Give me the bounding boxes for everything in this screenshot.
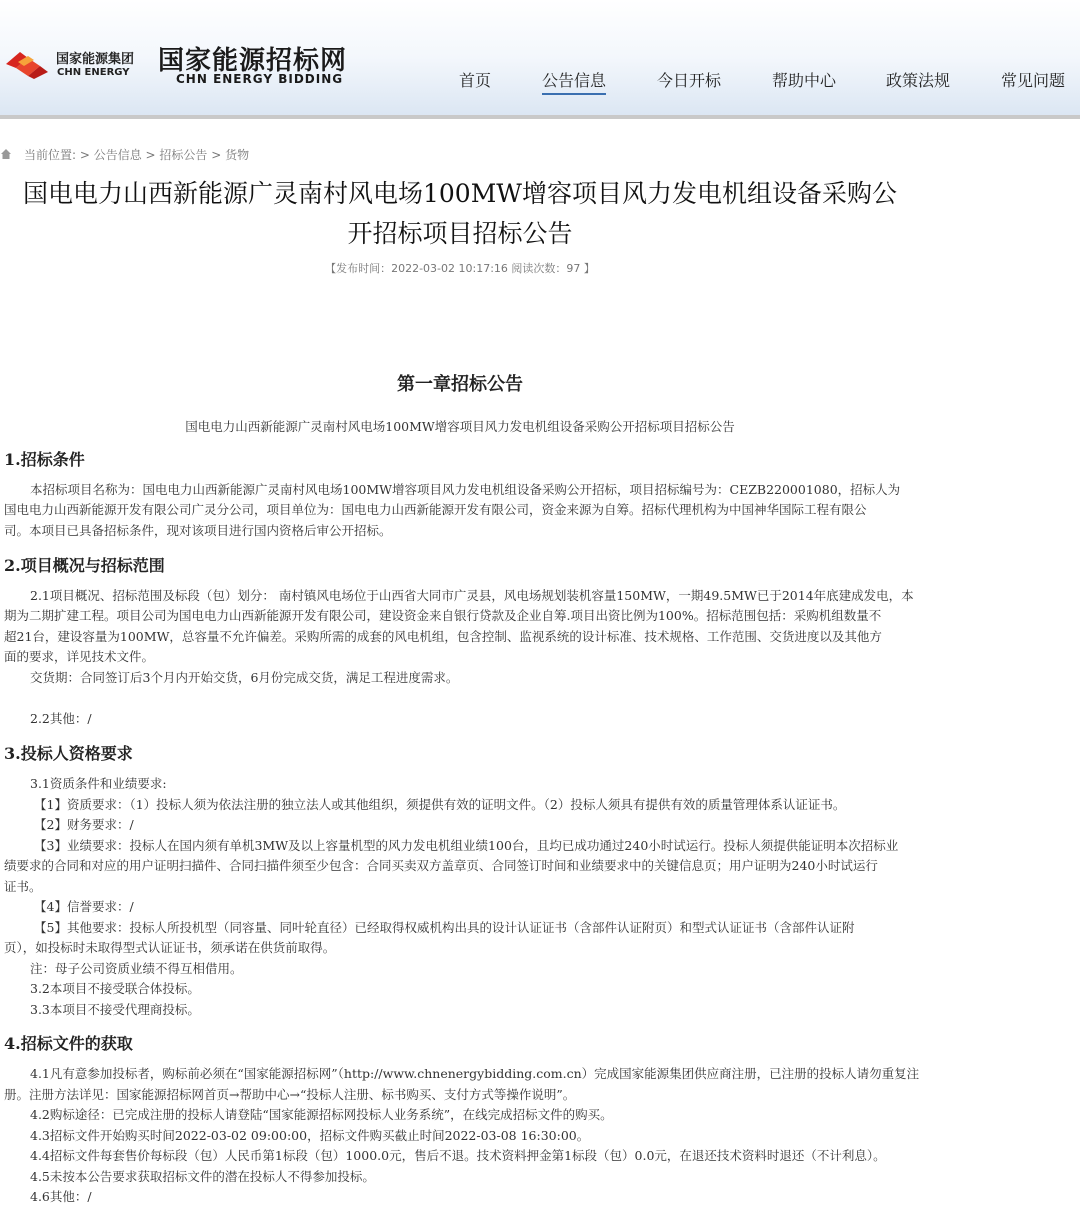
chapter-subtitle: 国电电力山西新能源广灵南村风电场100MW增容项目风力发电机组设备采购公开招标项目招标公告 [185, 419, 735, 434]
document-price: 4.4招标文件每套售价每标段（包）人民币第1标段（包）1000.0元，售后不退。技术资料押金第1标段（包）0.0元，在退还技术资料时退还（不计利息）。 [30, 1148, 886, 1163]
nav-home[interactable]: 首页 [459, 71, 492, 90]
qualification-req-1: 【1】资质要求：（1）投标人须为依法注册的独立法人或其他组织，须提供有效的证明文件。（2）投标人须具有提供有效的质量管理体系认证证书。 [34, 797, 846, 812]
no-consortium: 3.2本项目不接受联合体投标。 [30, 981, 200, 996]
page-title-line-2: 开招标项目招标公告 [347, 219, 573, 248]
nav-help-center[interactable]: 帮助中心 [772, 71, 837, 90]
performance-req-line: 绩要求的合同和对应的用户证明扫描件、合同扫描件须至少包含：合同买卖双方盖章页、合同签订时间和业绩要求中的关键信息页；用户证明为240小时试运行 [4, 858, 878, 873]
section-2-line: 超21台，建设容量为100MW，总容量不允许偏差。采购所需的成套的风电机组，包含控制、监视系统的设计标准、技术规格、工作范围、交货进度以及其他方 [4, 629, 882, 644]
publish-meta: 【发布时间：2022-03-02 10:17:16 阅读次数：97 】 [325, 262, 595, 275]
logo-en-text: CHN ENERGY [57, 67, 130, 78]
other-req-line: 【5】其他要求：投标人所投机型（同容量、同叶轮直径）已经取得权威机构出具的设计认证证书（含部件认证附页）和型式认证证书（含部件认证附 [34, 920, 855, 935]
section-2-line: 2.1项目概况、招标范围及标段（包）划分： 南村镇风电场位于山西省大同市广灵县，风电场规划装机容量150MW，一期49.5MW已于2014年底建成发电，本 [30, 588, 914, 603]
page-title [0, 174, 920, 254]
section-3-heading: 3.投标人资格要求 [4, 744, 133, 763]
purchase-requirement: 4.5未按本公告要求获取招标文件的潜在投标人不得参加投标。 [30, 1169, 375, 1184]
chn-energy-logo-icon [4, 48, 50, 80]
page-title-line-1: 国电电力山西新能源广灵南村风电场100MW增容项目风力发电机组设备采购公 [22, 179, 897, 208]
financial-req: 【2】财务要求：/ [34, 817, 134, 832]
nav-today-opening[interactable]: 今日开标 [657, 71, 722, 90]
nav-faq[interactable]: 常见问题 [1001, 71, 1066, 90]
credit-req: 【4】信誉要求：/ [34, 899, 134, 914]
section-2-line: 期为二期扩建工程。项目公司为国电电力山西新能源开发有限公司，建设资金来自银行贷款及企业自筹.项目出资比例为100%。招标范围包括：采购机组数量不 [4, 608, 882, 623]
qualification-intro: 3.1资质条件和业绩要求: [30, 776, 167, 791]
section-1-heading: 1.招标条件 [4, 450, 85, 469]
performance-req-line: 【3】业绩要求：投标人在国内须有单机3MW及以上容量机型的风力发电机组业绩100台，且均已成功通过240小时试运行。投标人须提供能证明本次招标业 [34, 838, 899, 853]
breadcrumb [0, 146, 249, 163]
no-agent: 3.3本项目不接受代理商投标。 [30, 1002, 200, 1017]
nav-announcements[interactable]: 公告信息 [542, 68, 606, 95]
section-1-line: 本招标项目名称为：国电电力山西新能源广灵南村风电场100MW增容项目风力发电机组设备采购公开招标，项目招标编号为：CEZB220001080，招标人为 [30, 482, 901, 497]
qualification-note: 注：母子公司资质业绩不得互相借用。 [30, 961, 243, 976]
section-4-other: 4.6其他：/ [30, 1189, 92, 1204]
nav-policies[interactable]: 政策法规 [886, 71, 951, 90]
site-subtitle: CHN ENERGY BIDDING [176, 72, 344, 86]
site-title[interactable]: 国家能源招标网 [158, 46, 348, 76]
home-icon[interactable] [0, 148, 12, 160]
delivery-period: 交货期：合同签订后3个月内开始交货，6月份完成交货，满足工程进度需求。 [30, 670, 459, 685]
section-2-line: 面的要求，详见技术文件。 [4, 649, 155, 664]
section-1-line: 司。本项目已具备招标条件，现对该项目进行国内资格后审公开招标。 [4, 523, 392, 538]
registration-line: 4.1凡有意参加投标者，购标前必须在“国家能源招标网”（http://www.chnenergybidding.com.cn）完成国家能源集团供应商注册，已注册的投标人请勿重复注 [30, 1066, 920, 1081]
section-4-heading: 4.招标文件的获取 [4, 1034, 133, 1053]
section-2-heading: 2.项目概况与招标范围 [4, 556, 165, 575]
registration-line: 册。注册方法详见：国家能源招标网首页→帮助中心→“投标人注册、标书购买、支付方式等操作说明”。 [4, 1087, 576, 1102]
purchase-time: 4.3招标文件开始购买时间2022-03-02 09:00:00，招标文件购买截止时间2022-03-08 16:30:00。 [30, 1128, 590, 1143]
chn-energy-logo[interactable] [4, 44, 144, 86]
other-req-line: 页），如投标时未取得型式认证证书，须承诺在供货前取得。 [4, 940, 336, 955]
purchase-channel: 4.2购标途径：已完成注册的投标人请登陆“国家能源招标网投标人业务系统”，在线完成招标文件的购买。 [30, 1107, 613, 1122]
header-divider [0, 115, 1080, 119]
chapter-heading: 第一章招标公告 [397, 374, 523, 395]
logo-cn-text: 国家能源集团 [56, 52, 135, 67]
performance-req-line: 证书。 [4, 879, 42, 894]
section-2-other: 2.2其他：/ [30, 711, 92, 726]
site-header [0, 0, 1080, 116]
breadcrumb-text[interactable]: 当前位置: > 公告信息 > 招标公告 > 货物 [24, 148, 250, 162]
section-1-line: 国电电力山西新能源开发有限公司广灵分公司，项目单位为：国电电力山西新能源开发有限公司，资金来源为自筹。招标代理机构为中国神华国际工程有限公 [4, 502, 867, 517]
